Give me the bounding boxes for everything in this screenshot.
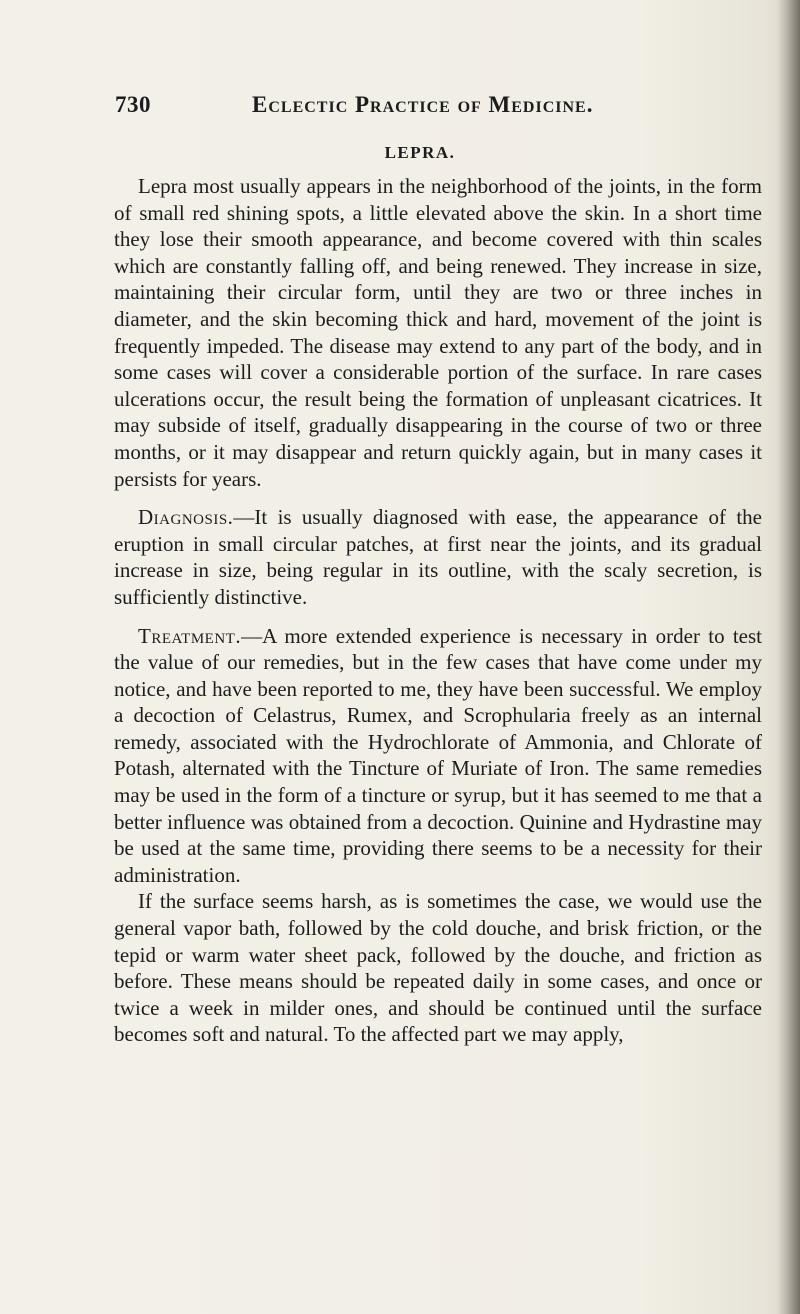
paragraph-lead: Diagnosis. xyxy=(138,505,234,530)
paragraph-text: —A more extended experience is necessary in order to test the value of our remedies, but in the few cases that have come under my notice, and have been reported to me, they have been successful. We employ a decoction of Celastrus, Rumex, and Scrophularia freely as an internal remedy, associated with the Hydrochlorate of Ammonia, and Chlorate of Potash, alternated with the Tincture of Muriate of Iron. The same remedies may be used in the form of a tincture or syrup, but it has seemed to me that a better influence was obtained from a decoction. Quinine and Hydrastine may be used at the same time, providing there seems to be a necessity for their administration. xyxy=(114,623,762,887)
section-title: LEPRA. xyxy=(384,143,456,162)
paragraph-diagnosis xyxy=(114,504,762,610)
page-number: 730 xyxy=(115,92,151,117)
paragraph-lead: Treatment. xyxy=(138,623,242,648)
page-edge-shadow xyxy=(778,0,800,1314)
paragraph-text: If the surface seems harsh, as is sometimes the case, we would use the general vapor bath, followed by the cold douche, and brisk friction, or the tepid or warm water sheet pack, followed by the douche, and friction as before. These means should be repeated daily in some cases, and once or twice a week in milder ones, and should be continued until the surface becomes soft and natural. To the affected part we may apply, xyxy=(114,889,762,1047)
paragraph-text: —It is usually diagnosed with ease, the appearance of the eruption in small circular patches, at first near the joints, and its gradual increase in size, being regular in its outline, with the scaly secretion, is sufficiently distinctive. xyxy=(114,505,762,609)
paragraph-text: Lepra most usually appears in the neighborhood of the joints, in the form of small red shining spots, a little elevated above the skin. In a short time they lose their smooth appearance, and become covered with thin scales which are constantly falling off, and being renewed. They increase in size, maintaining their circular form, until they are two or three inches in diameter, and the skin becoming thick and hard, movement of the joint is frequently impeded. The disease may extend to any part of the body, and in some cases will cover a considerable portion of the surface. In rare cases ulcerations occur, the result being the formation of unpleasant cicatrices. It may subside of itself, gradually disappearing in the course of two or three months, or it may disappear and return quickly again, but in many cases it persists for years. xyxy=(114,174,762,491)
running-head-title: Eclectic Practice of Medicine. xyxy=(252,92,594,117)
body-text xyxy=(114,173,762,1048)
paragraph-treatment xyxy=(114,623,762,889)
paragraph xyxy=(114,173,762,492)
running-header xyxy=(115,92,775,122)
paragraph xyxy=(114,888,762,1048)
